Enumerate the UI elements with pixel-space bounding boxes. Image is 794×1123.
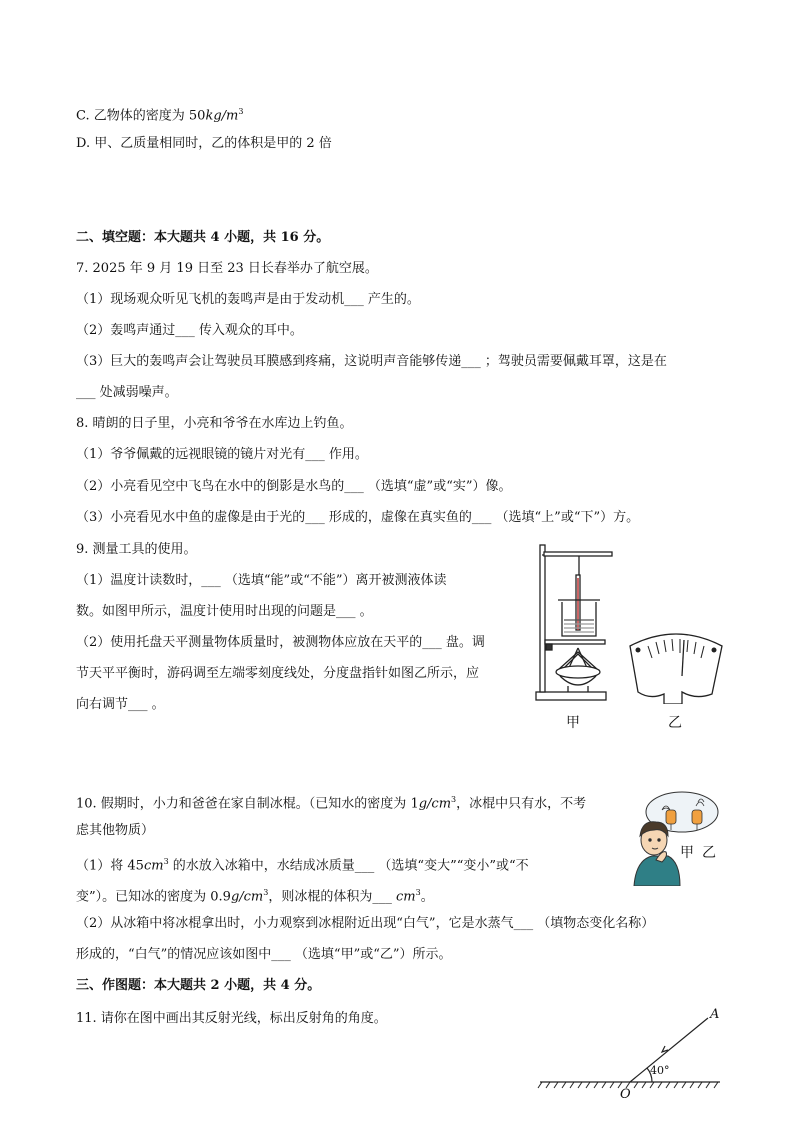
q9-part1b: 数。如图甲所示，温度计使用时出现的问题是___ 。 [76, 604, 373, 619]
q7-part2: （2）轰鸣声通过___ 传入观众的耳中。 [76, 323, 303, 338]
q10-part1a [76, 853, 529, 875]
q7-part3-cont: ___ 处减弱噪声。 [76, 385, 178, 400]
q10-part2b: 形成的，“白气”的情况应该如图中___ （选填“甲”或“乙”）所示。 [76, 947, 452, 962]
q11-label-a: A [710, 1007, 720, 1022]
q11-label-o: O [620, 1087, 631, 1102]
q10-part1b-mid: ，则冰棍的体积为___ [268, 889, 396, 905]
q10-part1b-unit2: cm [396, 889, 416, 905]
q9-figure-jia-label: 甲 [566, 715, 580, 731]
q9-figure-yi-label: 乙 [668, 715, 682, 731]
q11-angle-label: 40° [650, 1064, 670, 1077]
q7-stem: 7. 2025 年 9 月 19 日至 23 日长春举办了航空展。 [76, 261, 378, 276]
q10-part1b-sup2: 3 [415, 888, 421, 897]
q8-part1: （1）爷爷佩戴的远视眼镜的镜片对光有___ 作用。 [76, 447, 368, 462]
q10-part1b [76, 884, 434, 906]
q6-option-c-unit: kg/m [205, 108, 239, 124]
q10-part2a: （2）从冰箱中将冰棍拿出时，小力观察到冰棍附近出现“白气”，它是水蒸气___ （填物态变化名称） [76, 916, 655, 931]
q9-part2a: （2）使用托盘天平测量物体质量时，被测物体应放在天平的___ 盘。调 [76, 635, 485, 650]
q8-stem: 8. 晴朗的日子里，小亮和爷爷在水库边上钓鱼。 [76, 416, 353, 431]
q6-option-c [76, 103, 243, 125]
q10-part1a-unit: cm [143, 858, 164, 874]
q10-part1b-unit: g/cm [230, 889, 264, 905]
q10-part1b-pre: 变”）。已知冰的密度为 0.9 [76, 889, 231, 905]
q9-part2c: 向右调节___ 。 [76, 697, 165, 712]
q10-stem-text: 10. 假期时，小力和爸爸在家自制冰棍。（已知水的密度为 1 [76, 796, 419, 812]
q10-figure-yi-label: 乙 [702, 845, 716, 861]
q9-part2b: 节天平平衡时，游码调至左端零刻度线处，分度盘指针如图乙所示，应 [76, 666, 480, 681]
q11-stem: 11. 请你在图中画出其反射光线，标出反射角的角度。 [76, 1011, 387, 1026]
q10-part1a-post: 的水放入冰箱中，水结成冰质量___ （选填“变大”“变小”或“不 [168, 858, 529, 874]
q9-figure-yi [626, 628, 726, 704]
q10-figure-boy-popsicles [628, 790, 722, 886]
q6-option-d: D. 甲、乙质量相同时，乙的体积是甲的 2 倍 [76, 136, 332, 151]
q7-part3: （3）巨大的轰鸣声会让驾驶员耳膜感到疼痛，这说明声音能够传递___ ；驾驶员需要佩戴耳罩，这是在 [76, 354, 667, 369]
q9-stem: 9. 测量工具的使用。 [76, 542, 197, 557]
q9-part1a: （1）温度计读数时，___ （选填“能”或“不能”）离开被测液体读 [76, 573, 447, 588]
q7-part1: （1）现场观众听见飞机的轰鸣声是由于发动机___ 产生的。 [76, 292, 420, 307]
q10-stem-unit: g/cm [418, 796, 452, 812]
q8-part2: （2）小亮看见空中飞鸟在水中的倒影是水鸟的___ （选填“虚”或“实”）像。 [76, 479, 512, 494]
q10-part1b-end: 。 [420, 889, 434, 905]
q9-figure-jia [530, 540, 620, 705]
q10-stem [76, 791, 586, 813]
q6-option-c-text: C. 乙物体的密度为 50 [76, 108, 206, 124]
q10-part1a-sup: 3 [163, 857, 169, 866]
section2-heading: 二、填空题：本大题共 4 小题，共 16 分。 [76, 230, 330, 245]
q10-part1a-pre: （1）将 45 [76, 858, 144, 874]
q10-stem-cont: 虑其他物质） [76, 823, 155, 838]
q10-figure-jia-label: 甲 [680, 845, 694, 861]
q10-part1b-sup: 3 [263, 888, 269, 897]
q6-option-c-sup: 3 [238, 107, 244, 116]
q10-stem-text-b: ，冰棍中只有水，不考 [456, 796, 587, 812]
section3-heading: 三、作图题：本大题共 2 小题，共 4 分。 [76, 978, 321, 993]
q8-part3: （3）小亮看见水中鱼的虚像是由于光的___ 形成的，虚像在真实鱼的___ （选填“上”或“下”）方。 [76, 510, 640, 525]
q10-stem-sup: 3 [451, 795, 457, 804]
q11-figure-mirror [534, 1004, 730, 1100]
